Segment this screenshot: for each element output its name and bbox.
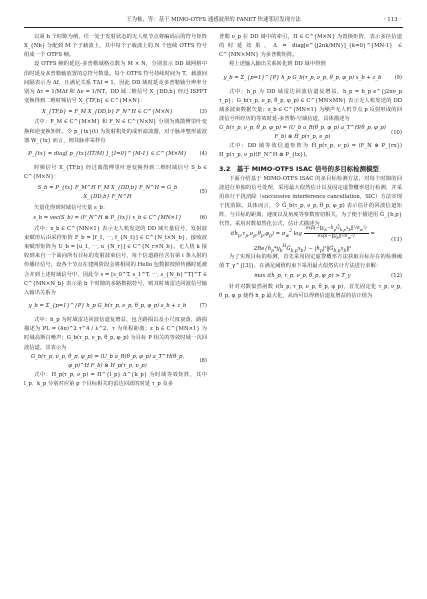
equation-number: (5) [199, 189, 207, 196]
equation-10 [219, 126, 402, 141]
paragraph: 将上述输入输出关系转化到 DD 域中得到 [229, 61, 326, 68]
equation-number: (8) [199, 358, 207, 365]
equation-6 [24, 214, 207, 223]
equation-number: (7) [199, 303, 207, 310]
equation-body: s_b = vec(S_b) = (F_N^H ⊗ P_{tx}) x_b ∈ C^{MN×1} [33, 215, 182, 222]
equation-body: G_b(τ_p, ν_p, θ_p, φ_p) = (U_b a_R(θ_p, φ_p) a_T^H(θ_p, φ_p) F_b) ⊗ Ĥ_p(τ_p, ν_p) [219, 125, 386, 141]
equation-number: (11) [391, 237, 402, 244]
page-number: · 113 · [383, 17, 401, 23]
paragraph: 为了实现目标的检测，首先采用固定虚警概率方法获取目标存在的检测阈值 T_γ^{[3]}，在满足阈值约束下采用最大似然估计方法进行求解： [219, 253, 402, 269]
page-header [24, 15, 403, 28]
paragraph: 式中：h_p 为时域雷达回波信道复增益，包含路损以及小尺度衰落，路损描述为 PL = (4π)^2 τ^4 / λ^2，τ 为单程距离；z_b ∈ C^{MN×1} 为时域高斯白噪声；G_b(τ_p, ν_p, θ_p, φ_p) 为目标 P 相关的等效时域一次回波信道，其表示为 [24, 317, 207, 351]
equation-7 [24, 300, 207, 315]
equation-4 [24, 147, 207, 162]
equation-number: (4) [199, 151, 207, 158]
paragraph: 以第 b 个时隙为例，任一处于发射状态的无人机节点将编码后的符号矩阵 X_{Nb} 分配到 M 个子载波上，其中每个子载波上的 N 个连续 OTFS 符号组成一个 OTFS 帧。 [24, 34, 207, 59]
equation-11 [219, 226, 402, 254]
equation-body: G_b(τ_p, ν_p, θ_p, φ_p) = (U_b a_R(θ_p, φ_p) a_T^H(θ_p, φ_p)^H F_b) ⊗ H_p(τ_p, ν_p) [30, 353, 185, 369]
running-title: 王为栋，等：基于 MIMO-OTFS 通感波形的 FANET 快速邻居发现方法 [126, 17, 301, 23]
right-column [219, 33, 402, 595]
paragraph: 式中：x_b ∈ C^{MN×1} 表示无人机发送的 DD 域矢量信号，发射波束赋形后由采样矩阵 F_b = [f_1, ⋯, f_{N_t}] ∈ C^{N_t×N_b}，接收波束赋形矩阵为 U_b = [u_1, ⋯, u_{N_r}] ∈ C^{N_r×N_b}。无人机 k 接收到来自一个面向所有目标的发射波束信号，每个信道路径含有第 i 条入射的传播径信号，设各个节点在建网阶段会将相同的 Hello 包数据按照传播时延被合并到上述时域信号中，因此令 s = [s_0^T, s_1^T, ⋯, s_{N_b}^T]^T ∈ C^{MN×N_b} 表示第 b 个时隙的多路数据符号，则其时域雷达回波信号输入输出关系为 [24, 225, 207, 296]
equation-body: max ℓ(ĥ_p, τ_p, ν_p, θ_p, φ_p) > T_γ [254, 273, 351, 280]
equation-number: (3) [199, 108, 207, 115]
paragraph: 式中：H_p(τ_p, ν_p) = Π^{l_p} Δ^{k_p} 为时域等效矩阵，其中 l_p、k_p 分别对应第 p 个目标相关的雷达回波的时延 τ_p 及多 [24, 371, 207, 387]
paragraph: 设 OTFS 帧的延迟-多普勒域格点数为 M × N，分别表示 DD 域网格中沿时延及多普勒轴放置的总符号数量。每个 OTFS 符号持续时间为 T，载波间间隔表示为 Δf，且满足关系 TΔf = 1，因此 DD 域时延及多普勒轴分辨率分别为 Δτ = 1/MΔf 和 Δν = 1/NT。DD 域二维信号 X_{DD,b} 经过 ISFFT 变换得到二维时频信号 X_{TF,b} ∈ C^{M×N}： [24, 61, 207, 105]
equation-body: P_{tx} = diag[ p_{tx}(IT/M) ]_{I=0}^{M-1} ∈ C^{M×M} [28, 151, 187, 158]
equation-5 [24, 184, 207, 202]
paragraph: 时频信号 X_{TF,b} 经过离散傅里叶逆变换得到二维时域信号 S_b ∈ C^{M×N}： [24, 164, 207, 181]
equation-number: (6) [199, 215, 207, 222]
equation-body: $\ell(ĥ_p,\tau_p,\nu_p,\theta_p,\varphi_p) = \sigma_w^2$ log $\frac{\exp(-‖y_b-ĥ_pĜ_{b,p}x_b‖^2/\sigma_w^2)}{\exp(-‖y_b‖^2/\sigma_w^2)}$ = $2Re\{ĥ_p*y_b^HĜ_{b,p}x_b\}$ − $|ĥ_p|^2‖Ĝ_{b,p}x_b‖^2$ [230, 226, 375, 254]
equation-body: X_{TF,b} = F_M X_{DD,b} F_N^H ∈ C^{M×N} [41, 108, 174, 115]
paragraph: 下面介绍基于 MIMO-OTFS ISAC 的多目标检测方法，对每个时隙的回波进行单独的信号处理，采用最大似然估计以及固定虚警概率进行检测，并采用串行干扰消除（successive interference cancellation，SIC）方法实现干扰消除。具体而言，令 Ĝ_b(τ_p, ν_p, θ_p, φ_p) 表示估计的回波信道矩阵，与目标的距离、速度以及角度等参数密切相关，为了便于描述用 Ĝ_{b,p} 代替。采用对数似然化公式，估计式描述为 [219, 175, 402, 228]
equation-body: S_b = P_{tx} F_M^H F_M X_{DD,b} F_N^H = G_b X_{DD,b} F_N^H [37, 184, 178, 200]
left-column [24, 33, 207, 595]
paragraph: 针对对数似然函数 ℓ(ĥ_p, τ_p, ν_p, θ_p, φ_p)，首先固定化 τ_p, ν_p, θ_p, φ_p 使得 h_p 最大化，从而可以得到信道复增益的估计值为 [219, 283, 402, 300]
equation-8 [24, 354, 207, 369]
paragraph: 式中：F_M ∈ C^{M×M} 和 F_N ∈ C^{N×N} 分别为离散傅里叶变换和逆变换矩阵。令 p_{tx}(t) 为发射机处的成形滤波器，对于脉冲整形滤波器 W_{tx} 而言，则其脉冲采样有 [24, 119, 207, 144]
paragraph: 普勒 ν_p 在 DD 域中的索引，Π ∈ C^{M×N} 为置换矩阵，表示多径信道的时延效果，Δ = diag[e^{j2πk/MN}]_{k=0}^{MN-1} ∈ C^{MN×MN} 为多普勒矩阵。 [219, 34, 402, 59]
equation-body: y_b = Σ_{p=1}^{P} h_p G_b(τ_p, ν_p, θ_p, φ_p) x_b + z_b [223, 75, 382, 82]
equation-number: (10) [391, 129, 402, 136]
paragraph: 式中：h_p 为 DD 域雷达回波信道复增益，h_p = h_p e^{j2πν_p τ_p}；G_b(τ_p, ν_p, θ_p, φ_p) ∈ C^{MN×MN} 表示无人机发送的 DD 域多波束数据矢量；z_b ∈ C^{MN×1} 为噪声无人机节点 p 反射形成的回波信号所经历的等效时延-多普勒-空域信道，具体描述为 [219, 88, 402, 123]
equation-3 [24, 108, 207, 117]
section-heading: 3.2 基于 MIMO-OTFS ISAC 信号的多目标检测模型 [219, 164, 379, 173]
equation-9 [219, 71, 402, 86]
paragraph: 式中：DD 域等效信道矩阵为 Ĥ_p(τ_p, ν_p) = (F_N ⊗ P_{rx}) H_p(τ_p, ν_p)(F_N^H ⊗ P_{tx})。 [219, 143, 402, 159]
equation-body: y_b = Σ_{p=1}^{P} h_p G_b(τ_p, ν_p, θ_p, φ_p) s_b + z_b [28, 303, 187, 310]
paragraph: 矢量化得到时域信号矢量 s_b： [34, 204, 109, 211]
equation-number: (9) [394, 75, 402, 82]
equation-12 [219, 272, 402, 281]
equation-number: (12) [391, 273, 402, 280]
